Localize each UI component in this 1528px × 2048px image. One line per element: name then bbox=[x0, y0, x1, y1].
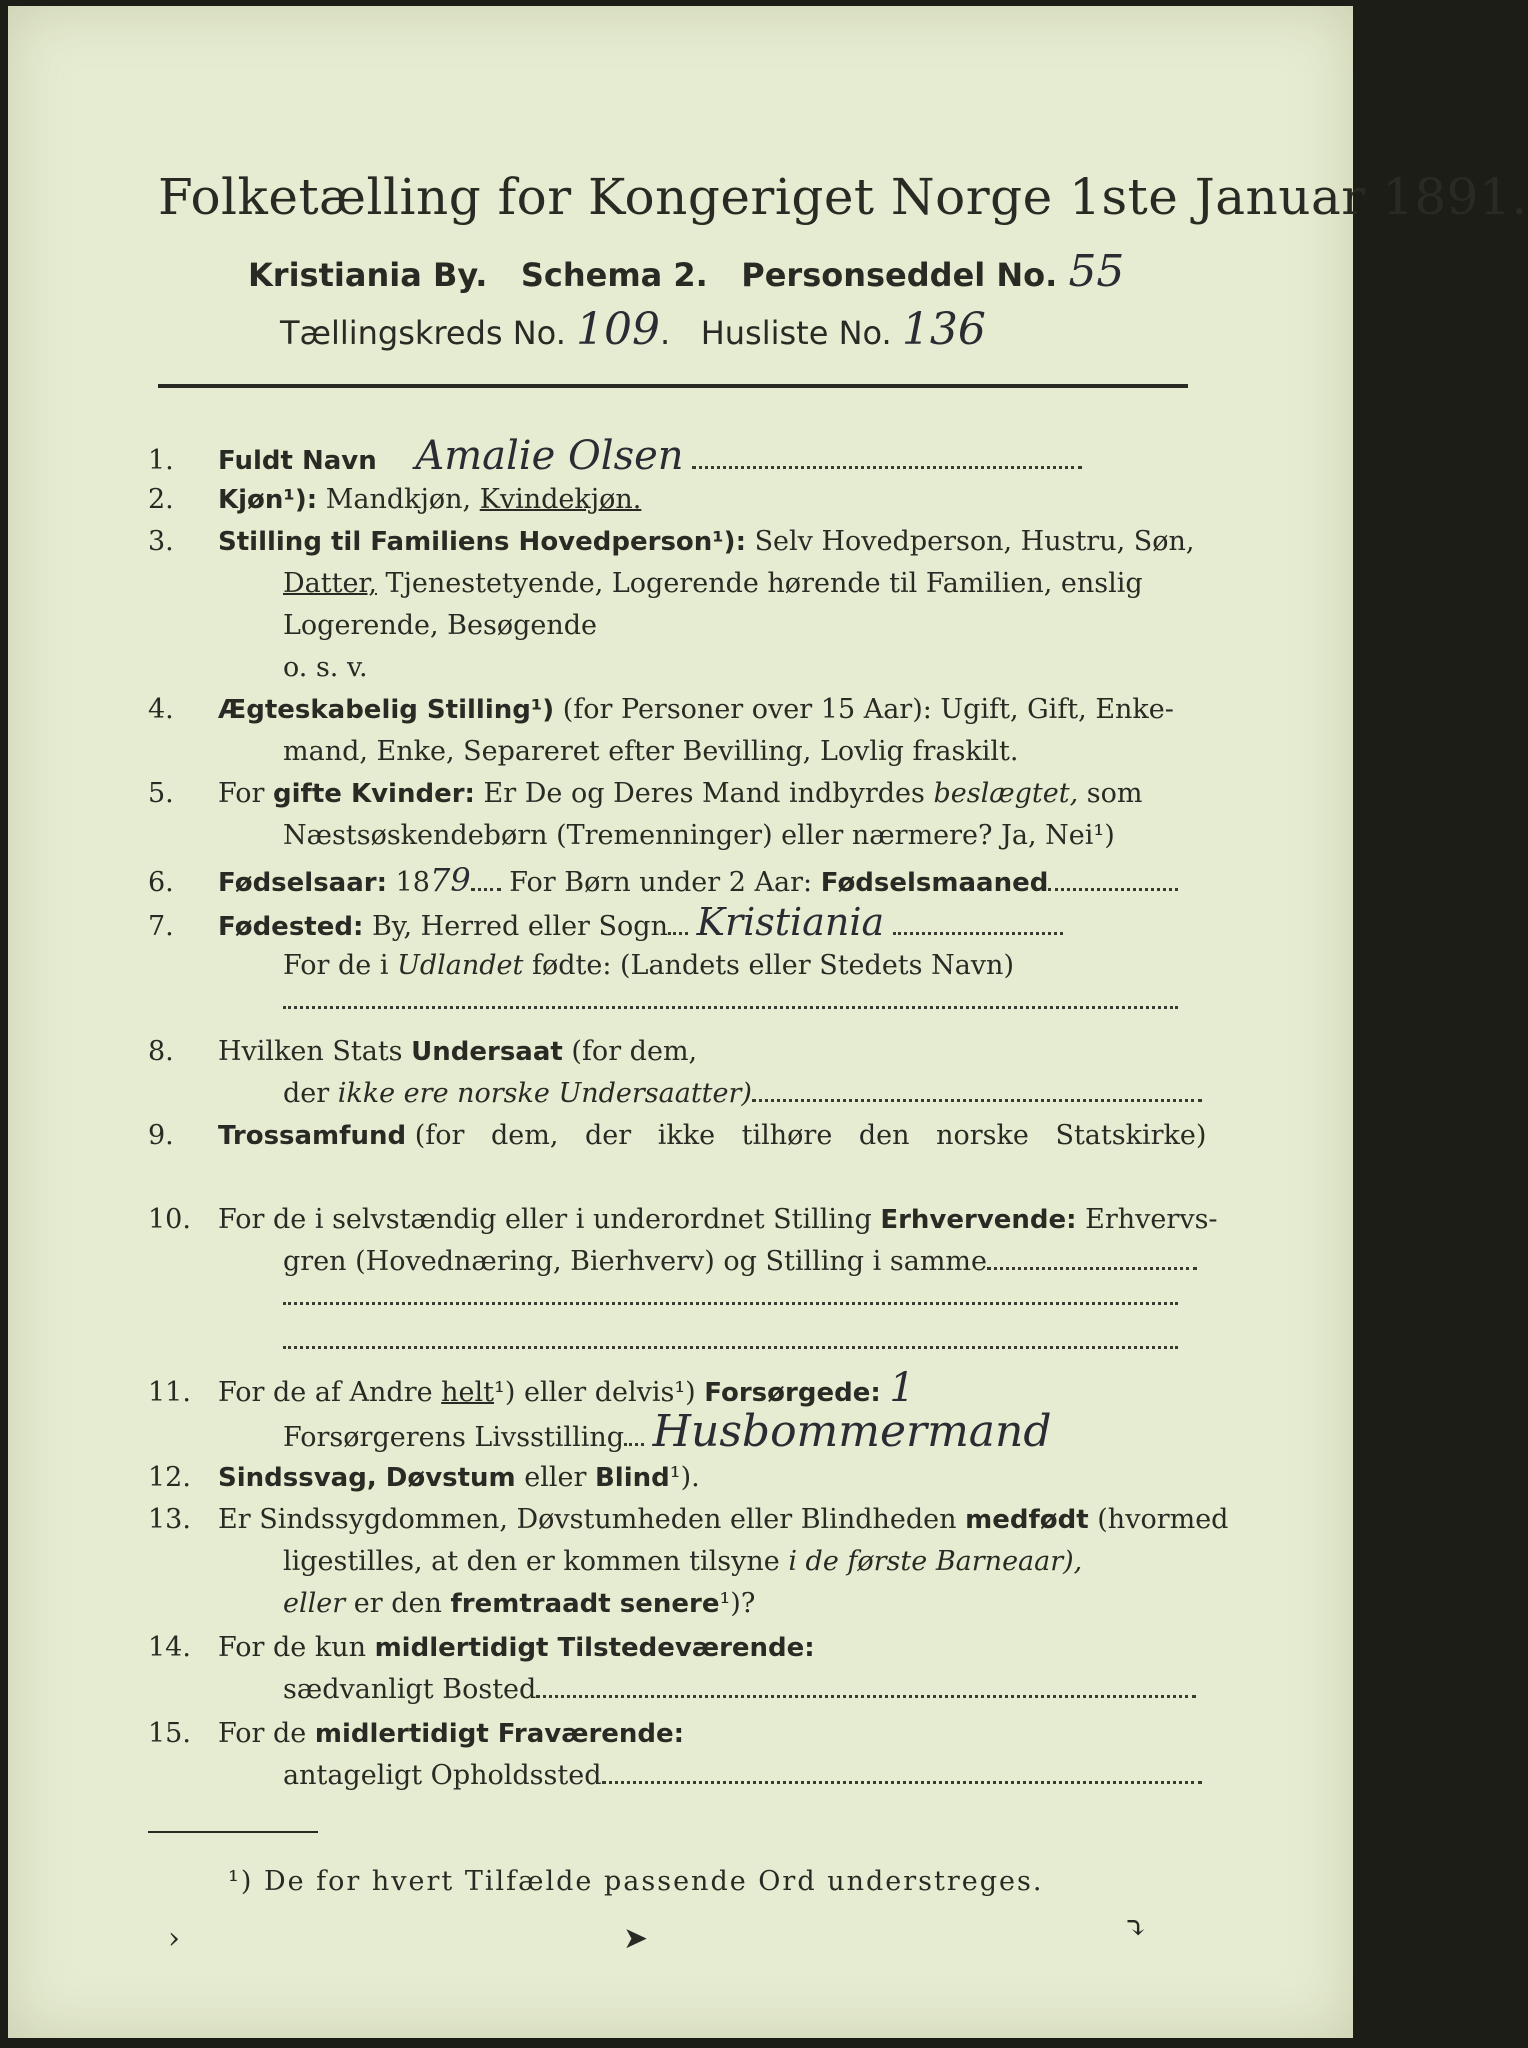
question-text: fødte: (Landets eller Stedets Navn) bbox=[531, 950, 1014, 981]
question-text: For de af Andre bbox=[218, 1377, 433, 1408]
form-title: Folketælling for Kongeriget Norge 1ste Januar 1891. bbox=[158, 168, 1528, 226]
question-text-italic: ikke ere norske Undersaatter) bbox=[337, 1078, 752, 1109]
question-number: 13. bbox=[148, 1504, 191, 1535]
personseddel-number: 55 bbox=[1068, 246, 1125, 297]
footnote: ¹) De for hvert Tilfælde passende Ord understreges. bbox=[228, 1866, 1044, 1897]
question-text: gren (Hovednæring, Bierhverv) og Stilling i samme bbox=[283, 1246, 988, 1277]
handwritten-mark: 1 bbox=[889, 1365, 915, 1411]
question-number: 3. bbox=[148, 526, 174, 557]
question-text: ¹)? bbox=[719, 1588, 756, 1619]
question-number: 5. bbox=[148, 778, 174, 809]
question-text: (for dem, der ikke tilhøre den norske Statskirke) bbox=[414, 1120, 1207, 1151]
question-text: For de kun bbox=[218, 1632, 366, 1663]
question-label: Sindssvag, Døvstum bbox=[218, 1463, 516, 1493]
option-text: (for Personer over 15 Aar): Ugift, Gift, Enke- bbox=[562, 694, 1174, 725]
question-9 bbox=[148, 1118, 1207, 1154]
question-11-line-2 bbox=[283, 1406, 1283, 1457]
question-text: Hvilken Stats bbox=[218, 1036, 403, 1067]
question-14 bbox=[148, 1630, 1188, 1666]
question-3-line-2 bbox=[283, 566, 1183, 602]
question-label: Kjøn¹): bbox=[218, 485, 318, 515]
answer-dotted-line bbox=[283, 1006, 1178, 1009]
question-8-line-2 bbox=[283, 1076, 1183, 1112]
husliste-label: Husliste No. bbox=[700, 314, 892, 352]
answer-dotted-line bbox=[668, 930, 688, 935]
question-label: Fuldt Navn bbox=[218, 446, 377, 476]
question-label: midlertidigt Fraværende: bbox=[314, 1719, 685, 1749]
question-number: 4. bbox=[148, 694, 174, 725]
form-subtitle-line bbox=[248, 246, 1124, 297]
question-text: (hvormed bbox=[1097, 1504, 1229, 1535]
answer-dotted-line bbox=[283, 1346, 1178, 1349]
question-3-line-3: Logerende, Besøgende bbox=[283, 610, 597, 641]
question-number: 15. bbox=[148, 1718, 191, 1749]
option-text: Tjenestetyende, Logerende hørende til Familien, enslig bbox=[385, 568, 1143, 599]
question-text: ligestilles, at den er kommen tilsyne bbox=[283, 1546, 780, 1577]
question-label-prefix: For bbox=[218, 778, 265, 809]
schema-label: Schema 2. bbox=[520, 256, 708, 294]
question-text: Er De og Deres Mand indbyrdes bbox=[483, 778, 925, 809]
margin-mark-icon: ➤ bbox=[623, 1921, 649, 1956]
city-label: Kristiania By. bbox=[248, 256, 488, 294]
question-text: (for dem, bbox=[571, 1036, 698, 1067]
birth-year-prefix: 18 bbox=[395, 867, 430, 898]
margin-mark-icon: ⤵ bbox=[1123, 1911, 1149, 1946]
answer-dotted-line bbox=[624, 1441, 644, 1446]
question-7-line-2 bbox=[283, 948, 1183, 984]
question-label: fremtraadt senere bbox=[450, 1589, 720, 1619]
question-4 bbox=[148, 692, 1188, 728]
question-label: Fødselsmaaned bbox=[820, 868, 1049, 898]
answer-dotted-line bbox=[283, 1302, 1178, 1305]
option-text-underlined: Kvindekjøn. bbox=[479, 484, 642, 515]
answer-dotted-line bbox=[987, 1265, 1197, 1270]
header-divider bbox=[158, 384, 1188, 388]
question-text-italic: i de første Barneaar), bbox=[788, 1546, 1083, 1577]
answer-dotted-line bbox=[471, 886, 501, 891]
question-8 bbox=[148, 1034, 1188, 1070]
question-4-line-2: mand, Enke, Separeret efter Bevilling, Lovlig fraskilt. bbox=[283, 736, 1019, 767]
question-text: Forsørgerens Livsstilling bbox=[283, 1422, 625, 1453]
husliste-number: 136 bbox=[901, 304, 986, 355]
question-label: midlertidigt Tilstedeværende: bbox=[374, 1633, 815, 1663]
question-text-italic: beslægtet, bbox=[933, 778, 1079, 809]
question-text: ¹). bbox=[669, 1462, 700, 1493]
question-text: For de i bbox=[283, 950, 389, 981]
taellingskreds-label: Tællingskreds No. bbox=[280, 314, 566, 352]
question-text: der bbox=[283, 1078, 330, 1109]
question-number: 7. bbox=[148, 911, 174, 942]
district-line: Tællingskreds No. 109. Husliste No. 136 bbox=[280, 304, 986, 355]
question-11 bbox=[148, 1365, 1188, 1411]
question-text: For de i selvstændig eller i underordnet Stilling bbox=[218, 1204, 872, 1235]
option-text: Mandkjøn, bbox=[325, 484, 472, 515]
question-text: sædvanligt Bosted bbox=[283, 1674, 537, 1705]
question-2 bbox=[148, 482, 1188, 518]
question-number: 12. bbox=[148, 1462, 191, 1493]
question-10-line-2 bbox=[283, 1244, 1183, 1280]
question-text-italic: eller bbox=[283, 1588, 346, 1619]
question-label: Undersaat bbox=[411, 1037, 563, 1067]
question-text: ¹) eller delvis¹) bbox=[494, 1377, 696, 1408]
question-number: 6. bbox=[148, 867, 174, 898]
question-13-line-3 bbox=[283, 1586, 1183, 1622]
answer-dotted-line bbox=[752, 1097, 1202, 1102]
question-14-line-2 bbox=[283, 1672, 1183, 1708]
question-number: 10. bbox=[148, 1204, 191, 1235]
answer-dotted-line bbox=[536, 1693, 1196, 1698]
question-text: Erhvervs- bbox=[1085, 1204, 1218, 1235]
answer-dotted-line bbox=[602, 1779, 1202, 1784]
question-text: Er Sindssygdommen, Døvstumheden eller Blindheden bbox=[218, 1504, 957, 1535]
question-text: er den bbox=[353, 1588, 442, 1619]
question-label: Blind bbox=[594, 1463, 670, 1493]
option-text-underlined: helt bbox=[441, 1377, 495, 1408]
question-label: Fødested: bbox=[218, 912, 364, 942]
question-13-line-2 bbox=[283, 1544, 1183, 1580]
question-text-italic: Udlandet bbox=[397, 950, 524, 981]
question-label: Fødselsaar: bbox=[218, 868, 387, 898]
margin-mark-icon: › bbox=[168, 1921, 180, 1956]
question-5-line-2: Næstsøskendebørn (Tremenninger) eller nærmere? Ja, Nei¹) bbox=[283, 820, 1115, 851]
question-15-line-2 bbox=[283, 1758, 1183, 1794]
birthplace-value: Kristiania bbox=[696, 900, 885, 944]
question-5 bbox=[148, 776, 1188, 812]
question-number: 11. bbox=[148, 1377, 191, 1408]
question-1 bbox=[148, 433, 1188, 479]
census-form-page bbox=[8, 6, 1528, 2038]
question-7 bbox=[148, 900, 1188, 945]
question-number: 1. bbox=[148, 445, 174, 476]
question-3-line-4: o. s. v. bbox=[283, 652, 368, 683]
birth-year-value: 79 bbox=[429, 861, 471, 899]
question-text: By, Herred eller Sogn bbox=[371, 911, 668, 942]
question-number: 2. bbox=[148, 484, 174, 515]
question-3 bbox=[148, 524, 1195, 560]
question-text: antageligt Opholdssted bbox=[283, 1760, 602, 1791]
question-label: gifte Kvinder: bbox=[273, 779, 475, 809]
answer-dotted-line bbox=[893, 930, 1063, 935]
question-text: For Børn under 2 Aar: bbox=[509, 867, 813, 898]
question-label: Erhvervende: bbox=[880, 1205, 1077, 1235]
question-12 bbox=[148, 1460, 1188, 1496]
question-label: Ægteskabelig Stilling¹) bbox=[218, 695, 555, 725]
question-label: Forsørgede: bbox=[704, 1378, 881, 1408]
question-number: 14. bbox=[148, 1632, 191, 1663]
question-label: medfødt bbox=[965, 1505, 1089, 1535]
taellingskreds-number: 109 bbox=[576, 304, 661, 355]
question-text: som bbox=[1086, 778, 1143, 809]
question-label: Stilling til Familiens Hovedperson¹): bbox=[218, 527, 746, 557]
question-13 bbox=[148, 1502, 1229, 1538]
question-text: For de bbox=[218, 1718, 307, 1749]
question-15 bbox=[148, 1716, 1188, 1752]
question-6 bbox=[148, 862, 1188, 901]
personseddel-label: Personseddel No. bbox=[741, 256, 1058, 294]
question-label: Trossamfund bbox=[218, 1121, 407, 1151]
option-text-underlined: Datter, bbox=[283, 568, 377, 599]
question-10 bbox=[148, 1202, 1218, 1238]
question-number: 9. bbox=[148, 1120, 174, 1151]
provider-occupation-value: Husbommermand bbox=[652, 1406, 1052, 1457]
footnote-divider bbox=[148, 1831, 318, 1833]
option-text: Selv Hovedperson, Hustru, Søn, bbox=[754, 526, 1195, 557]
question-number: 8. bbox=[148, 1036, 174, 1067]
answer-dotted-line bbox=[1048, 886, 1178, 891]
full-name-value: Amalie Olsen bbox=[415, 433, 684, 479]
question-text: eller bbox=[524, 1462, 587, 1493]
answer-dotted-line bbox=[692, 464, 1082, 469]
